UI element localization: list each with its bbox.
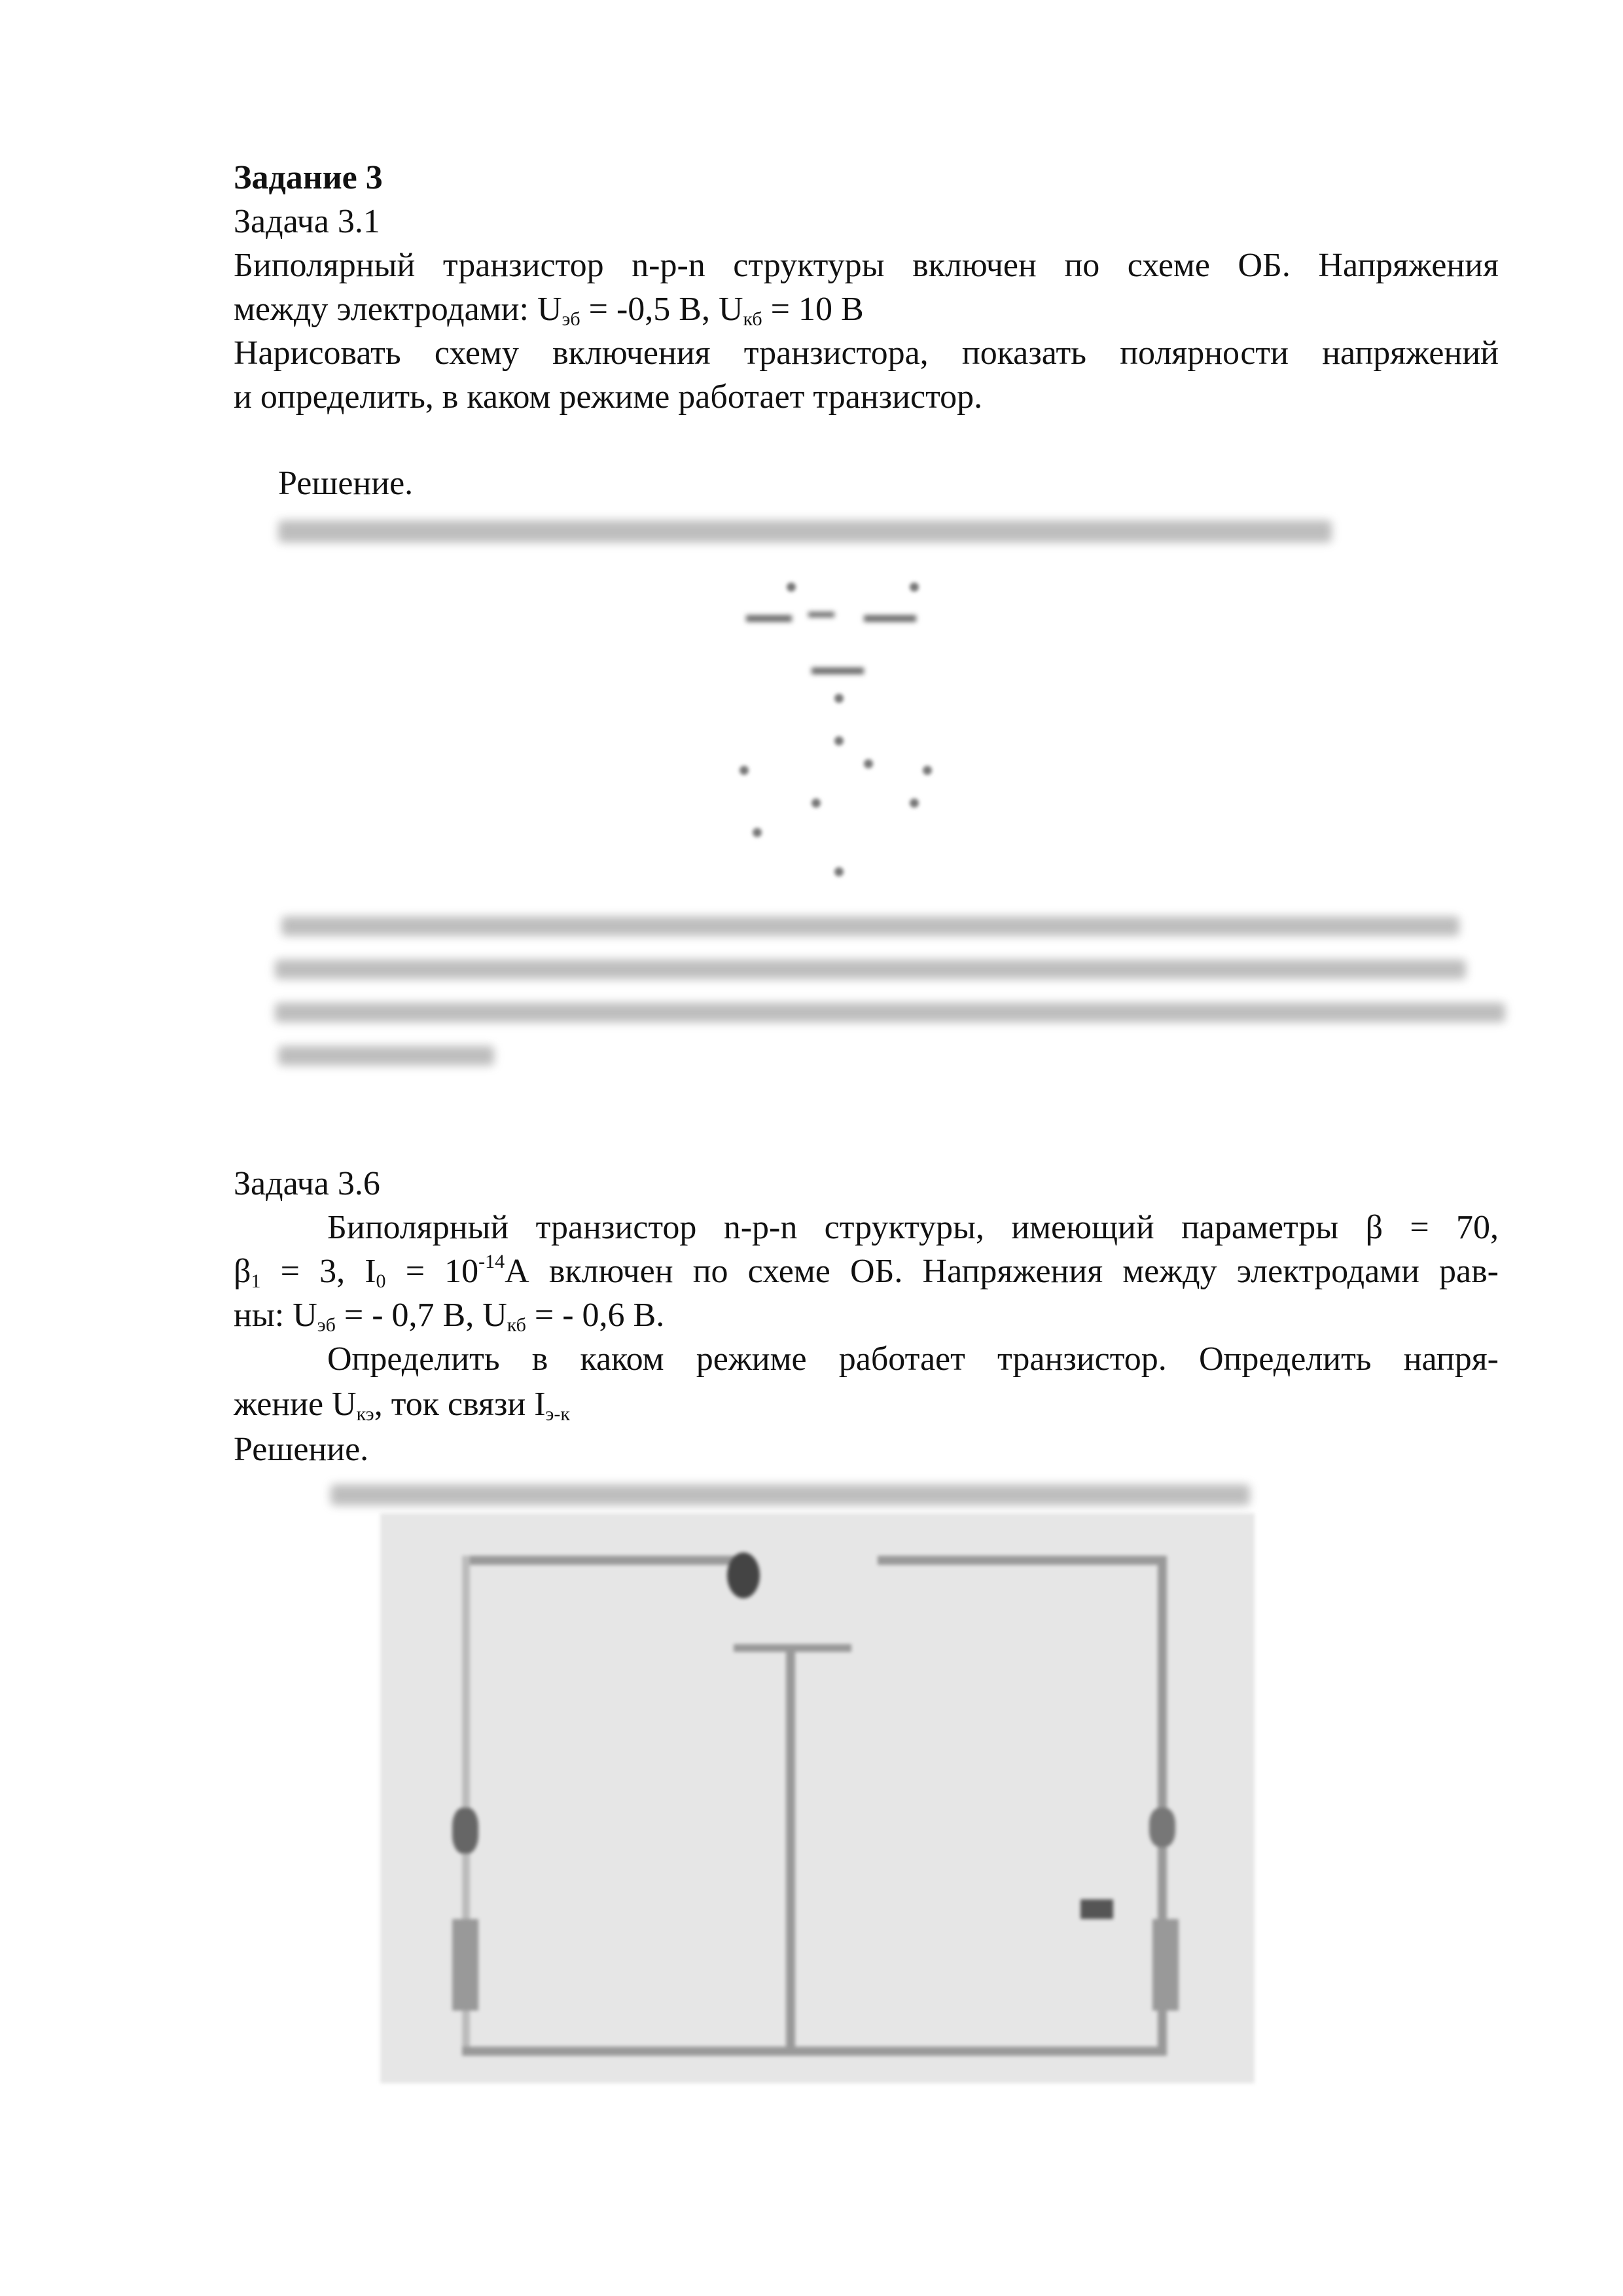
blurred-solution-paragraph <box>278 1046 494 1066</box>
blurred-solution-line <box>278 520 1332 543</box>
task-3-6-text-line: Определить в каком режиме работает транзистор. Определить напря- <box>327 1340 1499 1378</box>
section-title: Задание 3 <box>234 159 383 196</box>
blurred-solution-line <box>330 1484 1250 1505</box>
task-3-6-text-line: $\beta_1 = 3$, $I_0 = 10^{-14}А$ включен по схеме ОБ. Напряжения между электродами рав- <box>234 1251 1499 1292</box>
blurred-solution-paragraph <box>281 916 1459 936</box>
task-3-6-text-line: Биполярный транзистор n-p-n структуры, имеющий параметры β = 70, <box>327 1209 1499 1246</box>
blurred-solution-paragraph <box>275 960 1466 979</box>
task-3-6-text-line: ны: $U_{эб}$ = - 0,7 В, $U_{кб}$ = - 0,6 В. <box>234 1297 665 1336</box>
blurred-circuit-diagram <box>720 569 995 884</box>
task-3-1-title: Задача 3.1 <box>234 203 380 240</box>
solution-label: Решение. <box>234 1431 369 1468</box>
blurred-circuit-figure <box>380 1513 1255 2083</box>
task-3-1-text-line: и определить, в каком режиме работает транзистор. <box>234 378 983 416</box>
task-3-1-text-line: Нарисовать схему включения транзистора, показать полярности напряжений <box>234 334 1499 372</box>
task-3-1-text-line: Биполярный транзистор n-p-n структуры включен по схеме ОБ. Напряжения <box>234 247 1499 284</box>
blurred-solution-paragraph <box>275 1003 1505 1022</box>
task-3-1-text-line: между электродами: $U_{эб} = -0,5$ В, $U_{кб} = 10$ В <box>234 291 864 330</box>
solution-label: Решение. <box>278 465 414 502</box>
task-3-6-title: Задача 3.6 <box>234 1165 380 1202</box>
task-3-6-text-line: жение $U_{кэ}$, ток связи $I_{э-к}$ <box>234 1386 570 1425</box>
